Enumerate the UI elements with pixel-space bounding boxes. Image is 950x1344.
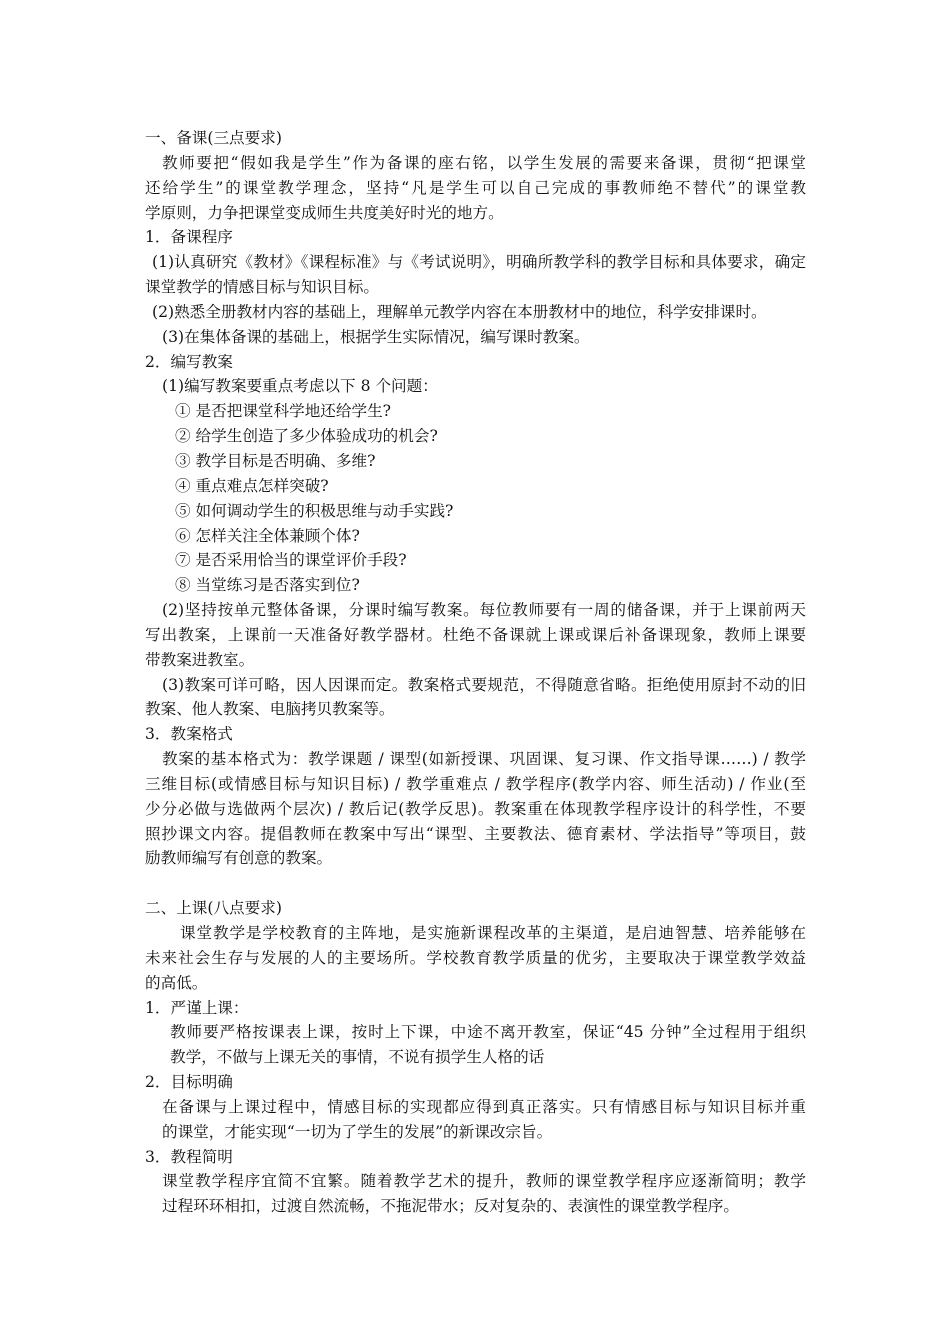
paragraph-line: 过程环环相扣，过渡自然流畅，不拖泥带水；反对复杂的、表演性的课堂教学程序。 xyxy=(162,1197,739,1216)
paragraph-line: 还给学生”的课堂教学理念，坚持“凡是学生可以自己完成的事教师绝不替代”的课堂教 xyxy=(145,178,806,197)
paragraph-line: 写出教案，上课前一天准备好教学器材。杜绝不备课就上课或课后补备课现象，教师上课要 xyxy=(145,625,806,644)
paragraph-line: 照抄课文内容。提倡教师在教案中写出“课型、主要教法、德育素材、学法指导”等项目，鼓 xyxy=(145,824,806,843)
paragraph-line: 教师要严格按课表上课，按时上下课，中途不离开教室，保证“45 分钟”全过程用于组织 xyxy=(170,1023,806,1042)
paragraph-line: 少分必做与选做两个层次) / 教后记(教学反思)。教案重在体现教学程序设计的科学性，不要 xyxy=(145,799,806,818)
subheading: 2．编写教案 xyxy=(145,352,233,371)
list-item: ① 是否把课堂科学地还给学生? xyxy=(175,402,392,421)
subheading: 2．目标明确 xyxy=(145,1073,233,1092)
subheading: 3．教程简明 xyxy=(145,1147,233,1166)
paragraph-line: 励教师编写有创意的教案。 xyxy=(145,849,333,868)
blank-line xyxy=(0,871,950,896)
section-heading: 二、上课(八点要求) xyxy=(145,899,282,918)
paragraph-line: (2)坚持按单元整体备课，分课时编写教案。每位教师要有一周的储备课，并于上课前两天 xyxy=(162,601,806,620)
list-item: ⑤ 如何调动学生的积极思维与动手实践? xyxy=(175,501,454,520)
paragraph-line: 课堂教学是学校教育的主阵地，是实施新课程改革的主渠道，是启迪智慧、培养能够在 xyxy=(180,924,806,942)
paragraph-line: 学原则，力争把课堂变成师生共度美好时光的地方。 xyxy=(145,203,504,222)
list-item: ③ 教学目标是否明确、多维? xyxy=(175,451,376,470)
paragraph-line: 的高低。 xyxy=(145,973,208,992)
subheading: 1．严谨上课： xyxy=(145,998,249,1017)
paragraph-line: (1)认真研究《教材》《课程标准》与《考试说明》，明确所教学科的教学目标和具体要求，确定 xyxy=(152,253,806,272)
paragraph-line: 教案的基本格式为：教学课题 / 课型(如新授课、巩固课、复习课、作文指导课……) / 教学 xyxy=(162,750,806,769)
section-heading: 一、备课(三点要求) xyxy=(145,129,282,147)
list-item: ② 给学生创造了多少体验成功的机会? xyxy=(175,427,438,446)
paragraph-line: 未来社会生存与发展的人的主要场所。学校教育教学质量的优劣，主要取决于课堂教学效益 xyxy=(145,948,806,967)
subheading: 1．备课程序 xyxy=(145,228,233,247)
paragraph-line: (1)编写教案要重点考虑以下 8 个问题： xyxy=(162,377,438,396)
list-item: ④ 重点难点怎样突破? xyxy=(175,476,329,495)
list-item: ⑧ 当堂练习是否落实到位? xyxy=(175,576,360,595)
paragraph-line: (2)熟悉全册教材内容的基础上，理解单元教学内容在本册教材中的地位，科学安排课时。 xyxy=(152,302,767,321)
list-item: ⑦ 是否采用恰当的课堂评价手段? xyxy=(175,551,407,570)
paragraph-line: 教学，不做与上课无关的事情，不说有损学生人格的话 xyxy=(170,1048,545,1067)
paragraph-line: 带教案进教室。 xyxy=(145,650,255,669)
paragraph-line: (3)在集体备课的基础上，根据学生实际情况，编写课时教案。 xyxy=(162,327,590,346)
list-item: ⑥ 怎样关注全体兼顾个体? xyxy=(175,526,360,545)
paragraph-line: 课堂教学程序宜简不宜繁。随着教学艺术的提升，教师的课堂教学程序应逐渐简明；教学 xyxy=(162,1172,806,1191)
paragraph-line: 的课堂，才能实现“一切为了学生的发展”的新课改宗旨。 xyxy=(162,1122,553,1141)
document-page xyxy=(0,126,950,1219)
paragraph-line: 三维目标(或情感目标与知识目标) / 教学重难点 / 教学程序(教学内容、师生活动) / 作业(至 xyxy=(145,774,806,793)
subheading: 3．教案格式 xyxy=(145,725,233,744)
paragraph-line: 教师要把“假如我是学生”作为备课的座右铭，以学生发展的需要来备课，贯彻“把课堂 xyxy=(162,153,806,172)
paragraph-line: 课堂教学的情感目标与知识目标。 xyxy=(145,278,379,297)
paragraph-line: (3)教案可详可略，因人因课而定。教案格式要规范，不得随意省略。拒绝使用原封不动的旧 xyxy=(162,675,806,694)
paragraph-line: 教案、他人教案、电脑拷贝教案等。 xyxy=(145,700,395,719)
paragraph-line: 在备课与上课过程中，情感目标的实现都应得到真正落实。只有情感目标与知识目标并重 xyxy=(162,1097,806,1116)
